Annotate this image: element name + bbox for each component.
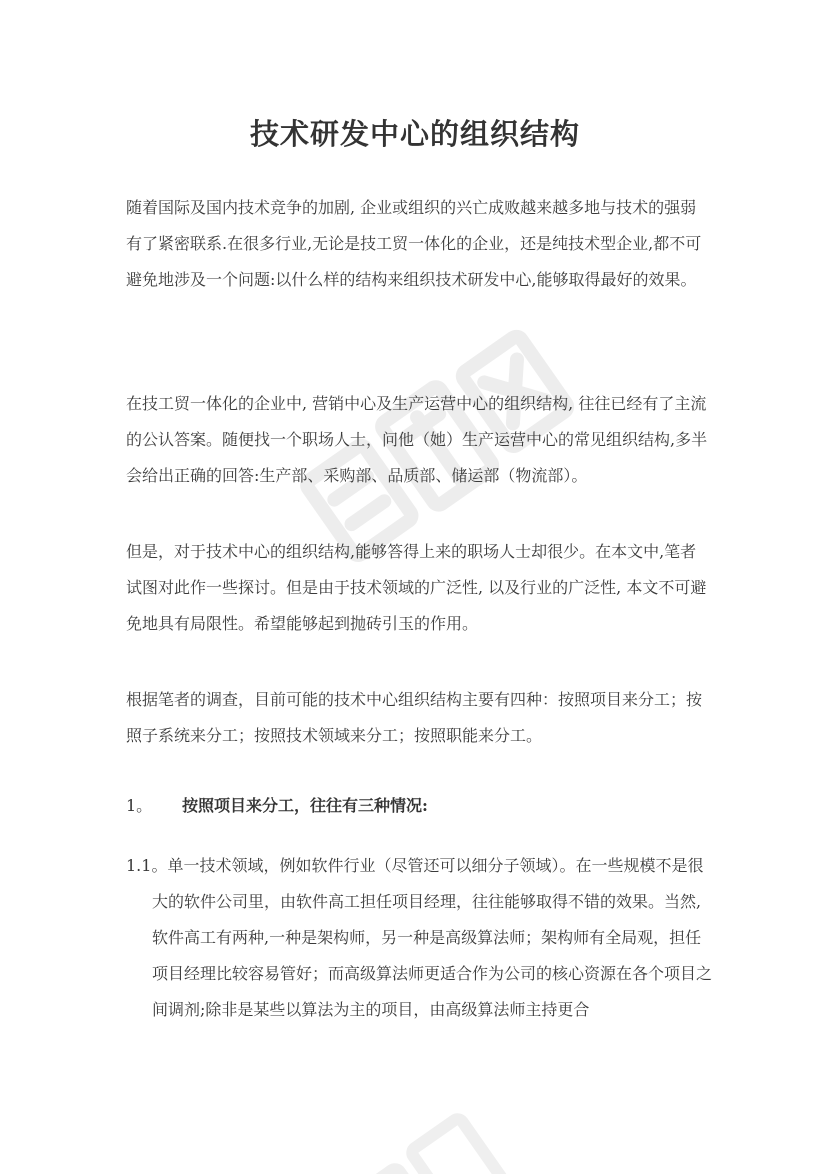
paragraph-purpose: 但是，对于技术中心的组织结构,能够答得上来的职场人士却很少。在本文中,笔者试图对此作一些探讨。但是由于技术领域的广泛性, 以及行业的广泛性, 本文不可避免地具有局限性。希望能够起到抛砖引玉的作用。: [126, 542, 707, 633]
section-number: 1。: [126, 796, 153, 815]
paragraph-four-structures: 根据笔者的调查，目前可能的技术中心组织结构主要有四种：按照项目来分工；按照子系统来分工；按照技术领域来分工；按照职能来分工。: [126, 690, 703, 745]
section-heading-text: 按照项目来分工，往往有三种情况:: [182, 796, 428, 815]
watermark-fragment: [330, 1090, 530, 1174]
paragraph-intro: 随着国际及国内技术竞争的加剧, 企业或组织的兴亡成败越来越多地与技术的强弱有了紧密联系.在很多行业,无论是技工贸一体化的企业，还是纯技术型企业,都不可避免地涉及一个问题:以什么样的结构来组织技术研发中心,能够取得最好的效果。: [126, 198, 702, 289]
paragraph-industry: 在技工贸一体化的企业中, 营销中心及生产运营中心的组织结构, 往往已经有了主流的公认答案。随便找一个职场人士，问他（她）生产运营中心的常见组织结构,多半会给出正确的回答:生产部、采购部、品质部、储运部（物流部）。: [126, 394, 708, 485]
section-heading: [126, 792, 710, 820]
document-title: 技术研发中心的组织结构: [249, 117, 580, 151]
list-item-1-1: 1.1。单一技术领域，例如软件行业（尽管还可以细分子领域）。在一些规模不是很大的软件公司里，由软件高工担任项目经理，往往能够取得不错的效果。当然,软件高工有两种,一种是架构师，另一种是高级算法师；架构师有全局观，担任项目经理比较容易管好；而高级算法师更适合作为公司的核心资源在各个项目之间调剂;除非是某些以算法为主的项目，由高级算法师主持更合: [126, 856, 713, 1019]
